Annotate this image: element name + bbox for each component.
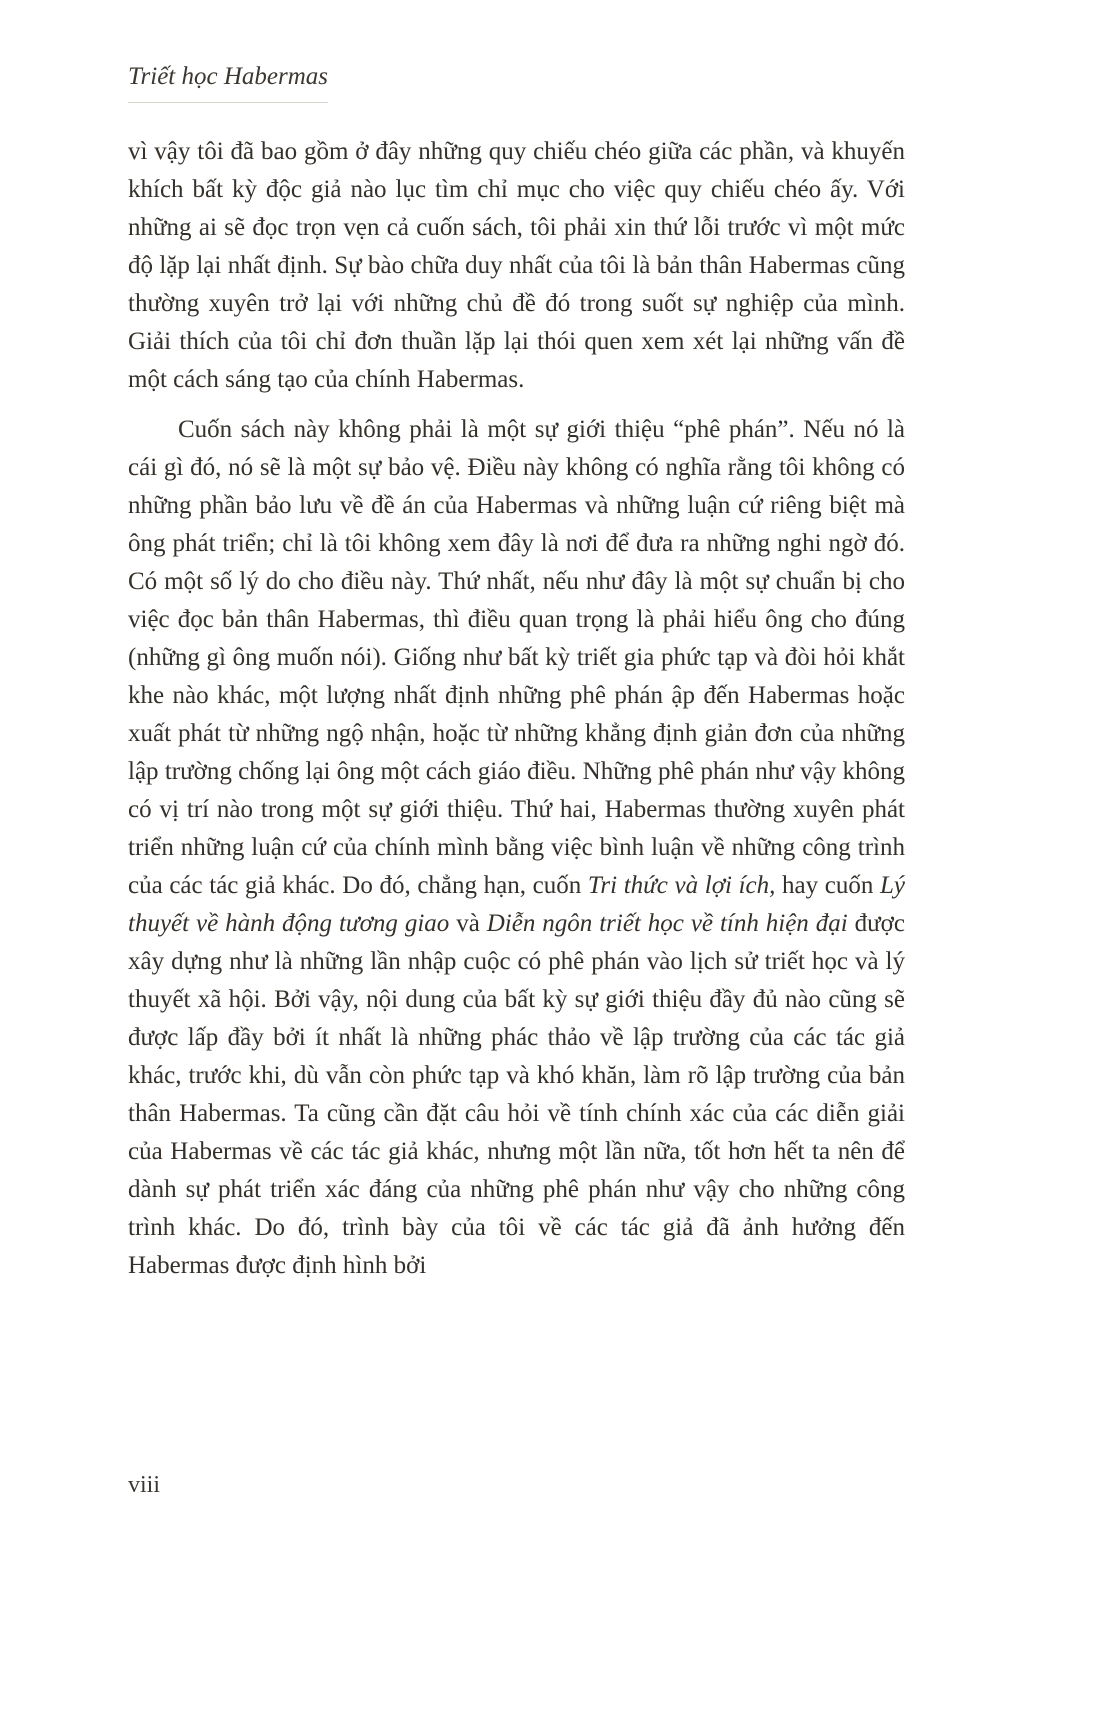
text-segment: vì vậy tôi đã bao gồm ở đây những quy chiếu chéo giữa các phần, và khuyến khích bất kỳ độc giả nào lục tìm chỉ mục cho việc quy chiếu chéo ấy. Với những ai sẽ đọc trọn vẹn cả cuốn sách, tôi phải xin thứ lỗi trước vì một mức độ lặp lại nhất định. Sự bào chữa duy nhất của tôi là bản thân Habermas cũng thường xuyên trở lại với những chủ đề đó trong suốt sự nghiệp của mình. Giải thích của tôi chỉ đơn thuần lặp lại thói quen xem xét lại những vấn đề một cách sáng tạo của chính Habermas. (128, 138, 905, 393)
book-title-italic: Tri thức và lợi ích, (587, 872, 776, 899)
book-title-italic: Diễn ngôn triết học về tính hiện đại (486, 910, 848, 937)
running-head: Triết học Habermas (128, 62, 328, 103)
text-segment: và (449, 910, 487, 937)
body-text (128, 133, 905, 1285)
text-segment: được xây dựng như là những lần nhập cuộc có phê phán vào lịch sử triết học và lý thuyết xã hội. Bởi vậy, nội dung của bất kỳ sự giới thiệu đầy đủ nào cũng sẽ được lấp đầy bởi ít nhất là những phác thảo về lập trường của các tác giả khác, trước khi, dù vẫn còn phức tạp và khó khăn, làm rõ lập trường của bản thân Habermas. Ta cũng cần đặt câu hỏi về tính chính xác của các diễn giải của Habermas về các tác giả khác, nhưng một lần nữa, tốt hơn hết ta nên để dành sự phát triển xác đáng của những phê phán như vậy cho những công trình khác. Do đó, trình bày của tôi về các tác giả đã ảnh hưởng đến Habermas được định hình bởi (128, 910, 905, 1279)
paragraph (128, 411, 905, 1285)
book-title-italic: Lý thuyết về hành động tương giao (128, 872, 905, 937)
paragraph (128, 133, 905, 399)
page-number: viii (128, 1472, 161, 1498)
text-segment: Cuốn sách này không phải là một sự giới thiệu “phê phán”. Nếu nó là cái gì đó, nó sẽ là một sự bảo vệ. Điều này không có nghĩa rằng tôi không có những phần bảo lưu về đề án của Habermas và những luận cứ riêng biệt mà ông phát triển; chỉ là tôi không xem đây là nơi để đưa ra những nghi ngờ đó. Có một số lý do cho điều này. Thứ nhất, nếu như đây là một sự chuẩn bị cho việc đọc bản thân Habermas, thì điều quan trọng là phải hiểu ông cho đúng (những gì ông muốn nói). Giống như bất kỳ triết gia phức tạp và đòi hỏi khắt khe nào khác, một lượng nhất định những phê phán ập đến Habermas hoặc xuất phát từ những ngộ nhận, hoặc từ những khẳng định giản đơn của những lập trường chống lại ông một cách giáo điều. Những phê phán như vậy không có vị trí nào trong một sự giới thiệu. Thứ hai, Habermas thường xuyên phát triển những luận cứ của chính mình bằng việc bình luận về những công trình của các tác giả khác. Do đó, chẳng hạn, cuốn (128, 416, 905, 899)
text-segment: hay cuốn (775, 872, 880, 899)
